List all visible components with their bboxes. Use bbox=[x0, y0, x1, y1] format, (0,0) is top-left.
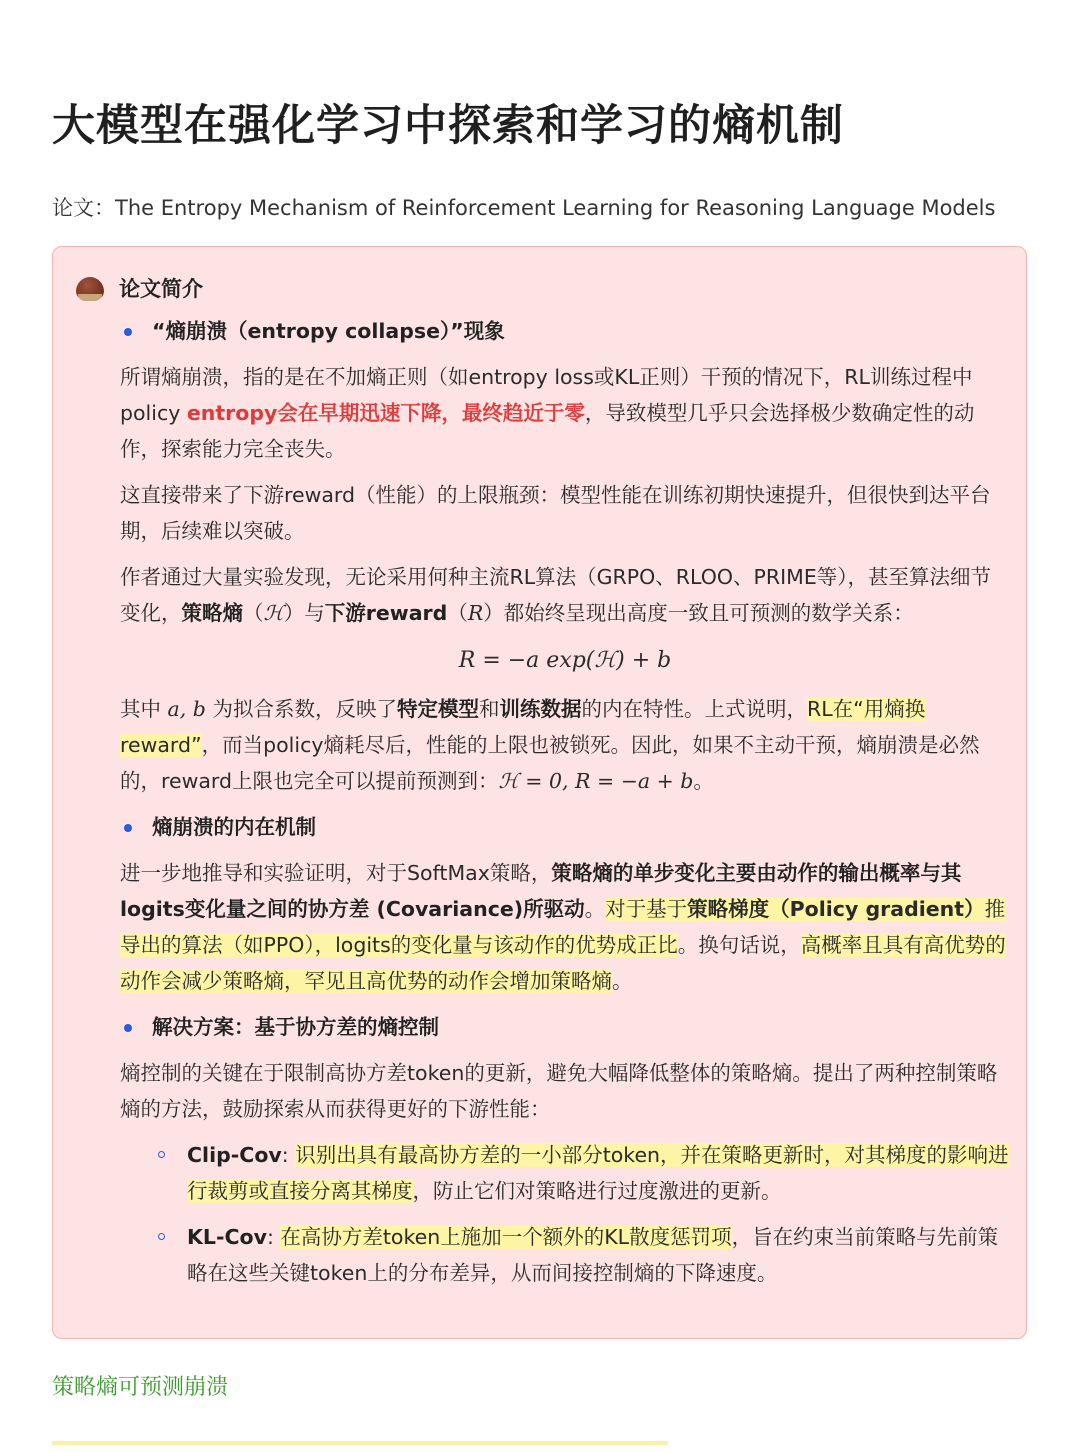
bold-text: Clip-Cov bbox=[187, 1143, 282, 1167]
text-run: ，防止它们对策略进行过度激进的更新。 bbox=[412, 1179, 782, 1203]
paragraph bbox=[120, 477, 1010, 549]
math-inline: ℋ = 0, R = −a + b bbox=[498, 769, 694, 793]
summary-callout bbox=[52, 246, 1027, 1339]
bullet-heading: “熵崩溃（entropy collapse）”现象 bbox=[120, 313, 1010, 349]
bold-text: 训练数据 bbox=[499, 697, 582, 721]
section-heading-text: 论文简介 bbox=[119, 277, 203, 301]
text-run: 其中 bbox=[120, 697, 168, 721]
bold-text: 下游reward bbox=[324, 601, 448, 625]
text-run: 所谓熵崩溃，指的是在不加熵正则（如entropy loss或KL正则）干预的情况下，RL训练过程中policy bbox=[120, 365, 973, 425]
text-run: 和 bbox=[478, 697, 500, 721]
highlighted-text: 高概率且具有高优势的动作会减少策略熵，罕见且高优势的动作会增加策略熵 bbox=[120, 933, 1006, 993]
callout-content bbox=[120, 313, 1010, 1301]
next-section-heading: 策略熵可预测崩溃 bbox=[52, 1375, 229, 1400]
text-run: ，旨在约束当前策略与先前策略在这些关键token上的分布差异，从而间接控制熵的下降速度。 bbox=[187, 1225, 999, 1285]
text-run: 为拟合系数，反映了 bbox=[205, 697, 397, 721]
paragraph bbox=[120, 559, 1010, 631]
text-run: （ bbox=[243, 601, 264, 625]
paper-subtitle: 论文：The Entropy Mechanism of Reinforcement Learning for Reasoning Language Models bbox=[52, 196, 996, 220]
text-run: 。 bbox=[612, 969, 633, 993]
paragraph bbox=[120, 359, 1010, 467]
highlighted-text: 识别出具有最高协方差的一小部分token，并在策略更新时，对其梯度的影响进行裁剪或直接分离其梯度 bbox=[187, 1143, 1009, 1203]
paragraph bbox=[120, 691, 1010, 799]
text-run: （ bbox=[447, 601, 468, 625]
text-run: 这直接带来了下游reward（性能）的上限瓶颈：模型性能在训练初期快速提升，但很快到达平台期，后续难以突破。 bbox=[120, 483, 991, 543]
red-emphasis: entropy会在早期迅速下降，最终趋近于零 bbox=[186, 401, 585, 425]
text-run: : bbox=[281, 1143, 296, 1167]
math-inline: ℋ bbox=[263, 601, 284, 625]
highlighted-bold-text: 策略梯度（Policy gradient） bbox=[687, 897, 985, 921]
text-run: 。 bbox=[693, 769, 714, 793]
text-run: ，而当policy熵耗尽后，性能的上限也被锁死。因此，如果不主动干预，熵崩溃是必然的，reward上限也完全可以提前预测到： bbox=[120, 733, 980, 793]
highlighted-text: 推导出的算法（如PPO），logits的变化量与该动作的优势成正比 bbox=[120, 897, 1006, 957]
formula: R = −a exp(ℋ) + b bbox=[458, 648, 672, 673]
paragraph bbox=[120, 1055, 1010, 1127]
text-run: 熵控制的关键在于限制高协方差token的更新，避免大幅降低整体的策略熵。提出了两种控制策略熵的方法，鼓励探索从而获得更好的下游性能： bbox=[120, 1061, 998, 1121]
text-run: ）与 bbox=[283, 601, 325, 625]
highlight-divider bbox=[52, 1441, 668, 1445]
bold-text: 策略熵 bbox=[181, 601, 243, 625]
text-run: 。 bbox=[584, 897, 606, 921]
highlighted-text: 对于基于 bbox=[605, 897, 688, 921]
sub-list-item bbox=[120, 1219, 1010, 1291]
text-run: 的内在特性。上式说明， bbox=[581, 697, 807, 721]
text-run: ，导致模型几乎只会选择极少数确定性的动作，探索能力完全丧失。 bbox=[120, 401, 975, 461]
chestnut-icon bbox=[75, 274, 105, 302]
text-run: 进一步地推导和实验证明，对于SoftMax策略， bbox=[120, 861, 552, 885]
sub-list-item bbox=[120, 1137, 1010, 1209]
text-run: 。换句话说， bbox=[677, 933, 801, 957]
text-run: 作者通过大量实验发现，无论采用何种主流RL算法（GRPO、RLOO、PRIME等），甚至算法细节变化， bbox=[120, 565, 992, 625]
bold-text: 策略熵的单步变化主要由动作的输出概率与其logits变化量之间的协方差 (Covariance)所驱动 bbox=[120, 861, 962, 921]
bullet-heading: 解决方案：基于协方差的熵控制 bbox=[120, 1009, 1010, 1045]
math-inline: R bbox=[467, 601, 484, 625]
highlighted-text: 在高协方差token上施加一个额外的KL散度惩罚项 bbox=[280, 1225, 732, 1249]
paragraph bbox=[120, 855, 1010, 999]
bullet-heading: 熵崩溃的内在机制 bbox=[120, 809, 1010, 845]
bold-text: KL-Cov bbox=[187, 1225, 267, 1249]
highlighted-text: RL在“用熵换reward” bbox=[120, 697, 926, 757]
bold-text: 特定模型 bbox=[396, 697, 479, 721]
math-inline: a, b bbox=[167, 697, 206, 721]
page-title: 大模型在强化学习中探索和学习的熵机制 bbox=[52, 101, 844, 151]
text-run: : bbox=[266, 1225, 281, 1249]
text-run: ）都始终呈现出高度一致且可预测的数学关系： bbox=[483, 601, 914, 625]
section-heading bbox=[75, 273, 203, 303]
